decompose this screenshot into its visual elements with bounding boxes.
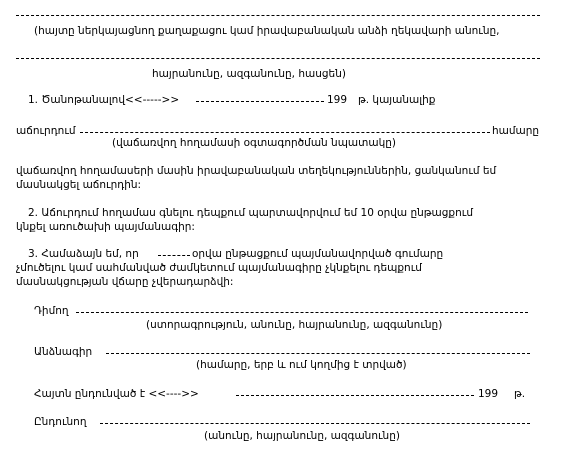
passport-label: Անձնագիր [34,346,93,358]
applicant-line [16,15,540,16]
received-year: 199 [478,388,499,400]
applicant-hint: (հայտը ներկայացնող քաղաքացու կամ իրավաբանական անձի ղեկավարի անունը, [34,25,500,37]
number-word: համարը [492,125,540,137]
receiver-line [100,423,530,424]
received-label: Հայտն ընդունված է <<---->> [34,388,199,400]
item1-year: 199 [327,94,348,106]
plot-hint: (վաճառվող հողամասի օգտագործման նպատակը) [112,137,397,149]
days-line [158,255,190,256]
item1-text-2: մասնակցել աճուրդին: [16,179,142,191]
item3-text-1a: 3. Համաձայն եմ, որ [28,248,139,260]
item3-text-3: մասնակցության վճարը չվերադարձվի: [16,276,234,288]
item2-text-2: կնքել առուծախի պայմանագիր: [16,221,195,233]
item3-text-1b: օրվա ընթացքում պայմանավորված գումարը [192,248,444,260]
signature-label: Դիմող [34,305,69,317]
item1-text-1: վաճառվող հողամասերի մասին իրավաբանական տեղեկություններին, ցանկանում եմ [16,165,497,177]
received-line [236,395,474,396]
receiver-label: Ընդունող [34,416,87,428]
signature-hint: (ստորագրություն, անունը, հայրանունը, ազգանունը) [146,319,443,331]
number-line [80,132,490,133]
name-hint: հայրանունը, ազգանունը, հասցեն) [152,68,346,80]
auction-word: աճուրդում [16,125,76,137]
passport-hint: (համարը, երբ և ում կողմից է տրված) [196,359,407,371]
item2-text-1: 2. Աճուրդում հողամաս գնելու դեպքում պարտավորվում եմ 10 օրվա ընթացքում [28,207,473,219]
item3-text-2: չմուծելու կամ սահմանված ժամկետում պայմանագիրը չկնքելու դեպքում [16,262,422,274]
applicant-line-2 [16,58,540,59]
date-line [196,101,324,102]
signature-line [76,312,528,313]
item1-label: 1. Ծանոթանալով<<----->> [28,94,180,106]
received-suffix: թ. [514,388,526,400]
item1-suffix: թ. կայանալիք [358,94,436,106]
passport-line [106,353,530,354]
receiver-hint: (անունը, հայրանունը, ազգանունը) [204,430,400,442]
